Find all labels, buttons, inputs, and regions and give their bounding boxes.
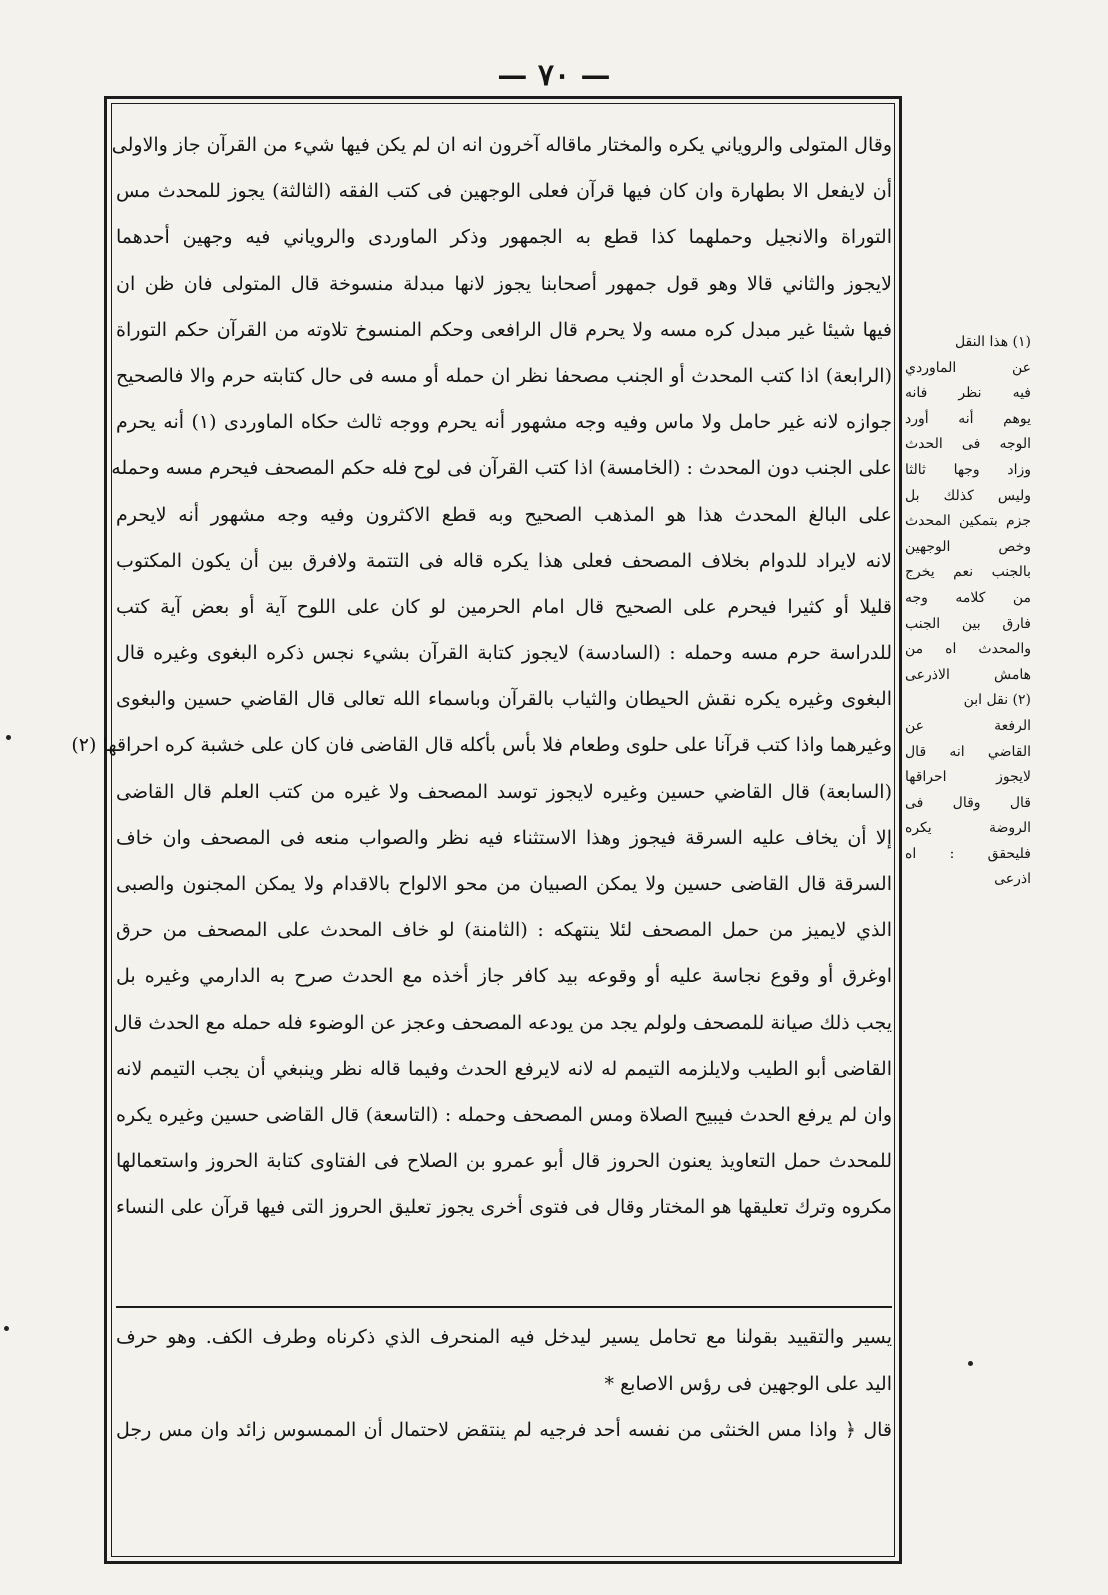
main-line: الذي لايميز من حمل المصحف لئلا ينتهكه : (الثامنة) لو خاف المحدث على المصحف من حرق [116, 919, 892, 942]
main-line: للدراسة حرم مسه وحمله : (السادسة) لايجوز كتابة القرآن بشيء نجس ذكره البغوى وغيره قال [116, 642, 892, 665]
main-line: جوازه لانه غير حامل ولا ماس وفيه وجه مشهور أنه يحرم ووجه ثالث حكاه الماوردى (١) أنه يحرم [116, 411, 893, 434]
margin-line: وليس كذلك بل [905, 487, 1031, 504]
main-line: قليلا أو كثيرا فيحرم على الصحيح قال امام الحرمين لو كان على اللوح آية أو بعض آية كتب [116, 595, 892, 618]
scan-speck [4, 1326, 9, 1331]
margin-line: (٢) نقل ابن [963, 692, 1031, 709]
margin-line: الوجه فى الحدث [905, 436, 1031, 453]
margin-line: عن الماوردي [905, 359, 1031, 376]
main-line: (السابعة) قال القاضي حسين وغيره لايجوز توسد المصحف ولا غيره من كتب العلم قال القاضى [116, 780, 892, 803]
main-line: (الرابعة) اذا كتب المحدث أو الجنب مصحفا نظر ان حمله أو مسه فى حال كتابته حرم والا فالصحيح [116, 364, 892, 387]
margin-line: وزاد وجها ثالثا [905, 461, 1031, 478]
margin-line: بالجنب نعم يخرج [905, 564, 1031, 581]
page-number: — ٧٠ — [497, 58, 611, 93]
main-line: يجب ذلك صيانة للمصحف ولولم يجد من يودعه المصحف وعجز عن الوضوء فله حمله مع الحدث قال [113, 1011, 892, 1034]
main-line: مكروه وترك تعليقها هو المختار وقال فى فتوى أخرى يجوز تعليق الحروز التى فيها قرآن على النساء [116, 1196, 892, 1219]
main-line: التوراة والانجيل وحملهما كذا قطع به الجمهور وذكر الماوردى والروياني فيه وجهين أحدهما [116, 226, 892, 249]
main-line: اوغرق أو وقوع نجاسة عليه أو وقوعه بيد كافر جاز أخذه مع الحدث صرح به الدارمي وغيره بل [116, 965, 892, 988]
footnote-line: اليد على الوجهين فى رؤس الاصابع * [604, 1372, 892, 1395]
margin-line: والمحدث اه من [905, 641, 1031, 658]
main-line: السرقة قال القاضى حسين ولا يمكن الصبيان من محو الالواح بالاقدام ولا يمكن المجنون والصبى [116, 873, 892, 895]
footnote-divider [116, 1306, 892, 1308]
margin-line: يوهم أنه أورد [905, 410, 1031, 427]
main-line: وقال المتولى والروياني يكره والمختار ماقاله آخرون انه ان لم يكن فيها شيء من القرآن جاز والاولى [111, 134, 892, 156]
margin-line: اذرعى [994, 871, 1031, 888]
margin-line: وخص الوجهين [905, 538, 1031, 555]
margin-line: فليحقق : اه [905, 845, 1031, 862]
footnote-line: يسير والتقييد بقولنا مع تحامل يسير ليدخل فيه المنحرف الذي ذكرناه وطرف الكف. وهو حرف [116, 1326, 892, 1348]
margin-line: الرفعة عن [905, 717, 1031, 734]
margin-line: لايجوز احراقها [905, 769, 1031, 786]
margin-line: فيه نظر فانه [905, 385, 1031, 402]
margin-line: هامش الاذرعى [905, 666, 1031, 683]
margin-notes [905, 330, 1031, 893]
footnote-text-block [116, 1314, 892, 1454]
margin-line: الروضة يكره [905, 820, 1031, 837]
margin-line: (١) هذا النقل [954, 334, 1031, 350]
main-line: أن لايفعل الا بطهارة وان كان فيها قرآن فعلى الوجهين فى كتب الفقه (الثالثة) يجوز للمحدث مس [116, 180, 892, 203]
margin-line: القاضي انه قال [905, 743, 1031, 760]
margin-line: قال وقال فى [905, 794, 1031, 811]
main-line: وغيرهما واذا كتب قرآنا على حلوى وطعام فلا بأس بأكله قال القاضى فان كان على خشبة كره احراقها (٢) [71, 734, 892, 757]
main-line: فيها شيئا غير مبدل كره مسه ولا يحرم قال الرافعى وحكم المنسوخ تلاوته من القرآن حكم التوراة [116, 318, 892, 341]
margin-line: جزم بتمكين المحدث [905, 513, 1031, 530]
main-line: على البالغ المحدث هذا هو المذهب الصحيح وبه قطع الاكثرون وفيه وجه مشهور أنه لايحرم [116, 503, 892, 526]
main-text-block [71, 122, 893, 1231]
main-line: على الجنب دون المحدث : (الخامسة) اذا كتب القرآن فى لوح فله حكم المصحف فيحرم مسه وحمله [111, 457, 892, 480]
footnote-line: قال ﴿ واذا مس الخنثى من نفسه أحد فرجيه لم ينتقض لاحتمال أن الممسوس زائد وان مس رجل [116, 1419, 892, 1441]
main-line: لانه لايراد للدوام بخلاف المصحف فعلى هذا يكره قاله فى التتمة ولافرق بين أن يكون المكتوب [116, 549, 892, 572]
scan-speck [6, 735, 11, 740]
main-line: القاضى أبو الطيب ولايلزمه التيمم له لانه لايرفع الحدث وفيما قاله نظر وينبغي أن يجب التيمم لانه [116, 1057, 892, 1080]
main-line: لايجوز والثاني قالا وهو قول جمهور أصحابنا يجوز لانها مبدلة منسوخة قال المتولى فان ظن ان [116, 272, 892, 295]
main-line: البغوى وغيره يكره نقش الحيطان والثياب بالقرآن وباسماء الله تعالى قال القاضي حسين والبغوى [116, 688, 892, 711]
scan-speck [968, 1361, 973, 1366]
main-line: وان لم يرفع الحدث فيبيح الصلاة ومس المصحف وحمله : (التاسعة) قال القاضى حسين وغيره يكره [116, 1103, 892, 1126]
margin-line: من كلامه وجه [905, 589, 1031, 606]
main-line: إلا أن يخاف عليه السرقة فيجوز وهذا الاستثناء فيه نظر والصواب منعه فى المصحف وان خاف [116, 826, 892, 849]
main-line: للمحدث حمل التعاويذ يعنون الحروز قال أبو عمرو بن الصلاح فى الفتاوى كتابة الحروز واستعمالها [116, 1150, 892, 1173]
margin-line: فارق بين الجنب [905, 615, 1031, 632]
